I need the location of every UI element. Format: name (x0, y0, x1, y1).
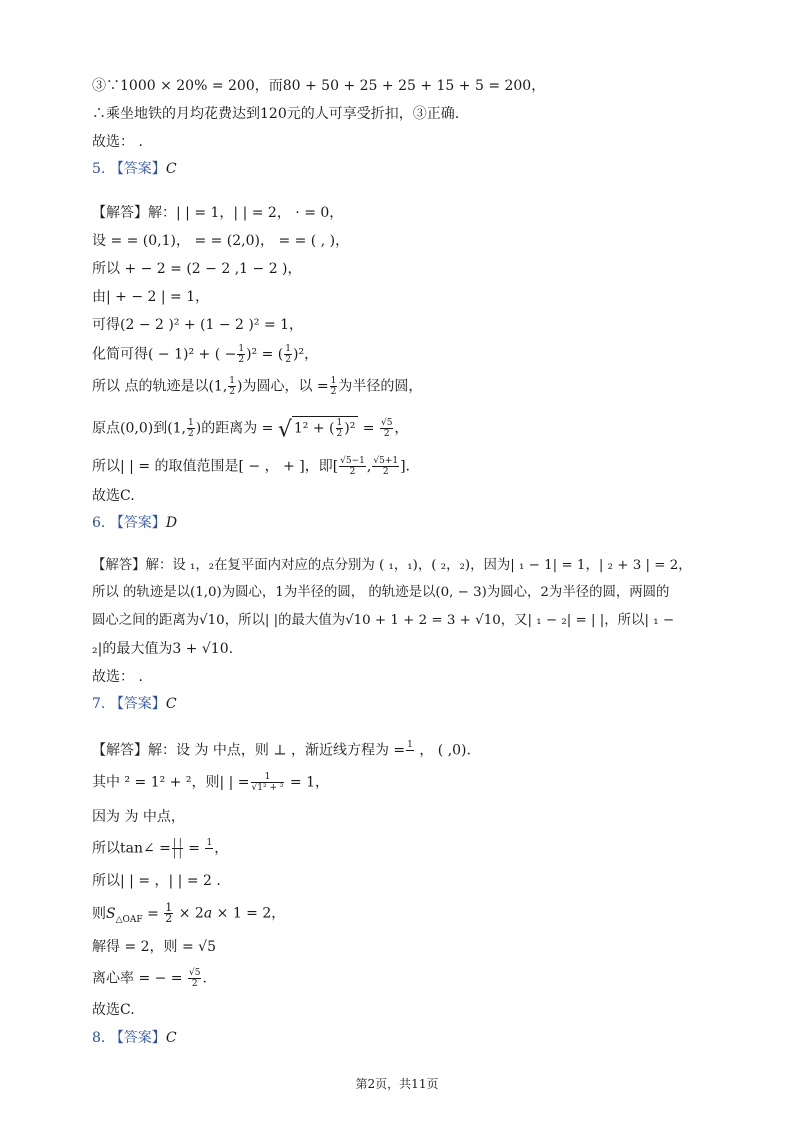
text-segment: 原点(0,0)到(1, (92, 420, 187, 437)
text-segment: 则$S_{\triangle OAF}$ = (92, 905, 164, 925)
answer-label: 【答案】 (109, 515, 166, 531)
answer-heading-7 (92, 695, 177, 713)
line-16: 【解答】解：设 ₁，₂在复平面内对应的点分别为 ( ₁，₁)，( ₂，₂)，因为| ₁ − 1| = 1，| ₂ + 3 | = 2， (92, 558, 692, 573)
text-segment: )的距离为 = (195, 420, 278, 437)
question-number: 5. (92, 161, 110, 177)
text-segment: 所以 点的轨迹是以(1, (92, 378, 228, 395)
fraction: $\frac{1}{\text{√1² + ²}}$ (251, 772, 284, 793)
line-24: 因为 为 中点， (92, 809, 185, 825)
answer-heading-5 (92, 160, 177, 178)
text-segment: , (366, 458, 372, 475)
answer-label: 【答案】 (109, 696, 166, 712)
answer-label: 【答案】 (109, 1030, 166, 1046)
text-segment: 其中 ² = 1² + ²，则| | = (92, 774, 250, 791)
line-2: ∴乘坐地铁的月均花费达到120元的人可享受折扣，③正确. (92, 106, 460, 122)
line-18: 圆心之间的距离为√10，所以| |的最大值为√10 + 1 + 2 = 3 + √10，又| ₁ − ₂| = | |，所以| ₁ − (92, 613, 675, 628)
line-29 (92, 968, 207, 989)
line-23 (92, 772, 329, 793)
text-segment: 化简可得( − 1)² + ( − (92, 346, 237, 363)
fraction: $\frac{√5-1}{2}$ (340, 456, 365, 477)
answer-label: 【答案】 (109, 161, 166, 177)
line-13 (92, 456, 410, 477)
text-segment: . (202, 970, 207, 987)
text-segment: 【解答】解：设 为 中点，则 ⊥ ，渐近线方程为 = (92, 742, 406, 759)
text-segment: = (358, 420, 379, 437)
fraction: $\frac{1}{2}$ (285, 344, 291, 365)
page-footer: 第2页，共11页 (355, 1077, 439, 1091)
line-solution-5: 【解答】解：| | = 1，| | = 2， · = 0， (92, 205, 344, 221)
text-segment: )²， (293, 346, 319, 363)
text-segment: = (183, 840, 205, 857)
question-number: 8. (92, 1030, 110, 1046)
text-segment: ]. (400, 458, 411, 475)
text-segment: ， (214, 840, 229, 857)
line-3: 故选： . (92, 134, 143, 150)
question-number: 7. (92, 696, 110, 712)
line-6: 设 = = (0,1)， = = (2,0)， = = ( , )， (92, 233, 350, 249)
line-7: 所以 + − 2 = (2 − 2 ,1 − 2 )， (92, 261, 302, 277)
fraction: $\frac{1}{2}$ (165, 901, 173, 925)
fraction: $\frac{1}{2}$ (188, 418, 194, 439)
line-14: 故选C. (92, 488, 135, 504)
line-27 (92, 903, 285, 928)
fraction: $\frac{√5}{2}$ (380, 418, 393, 439)
fraction: 1 (206, 838, 213, 848)
text-segment: 为半径的圆， (338, 378, 423, 395)
fraction: $\frac{√5}{2}$ (189, 968, 201, 989)
line-9: 可得(2 − 2 )² + (1 − 2 )² = 1， (92, 317, 304, 333)
answer-heading-6 (92, 514, 177, 532)
fraction: $\frac{1}{2}$ (330, 376, 337, 397)
line-22 (92, 740, 471, 761)
line-25 (92, 838, 228, 859)
line-19: ₂|的最大值为3 + √10. (92, 641, 234, 657)
text-segment: 所以tan∠ = (92, 840, 171, 857)
text-segment: = 1， (285, 774, 330, 791)
line-17: 所以 的轨迹是以(1,0)为圆心，1为半径的圆， 的轨迹是以(0, − 3)为圆心，2为半径的圆，两圆的 (92, 585, 670, 600)
text-segment: ， ( ,0). (414, 742, 471, 759)
text-segment: )² = ( (246, 346, 284, 363)
text-segment: )为圆心，以 = (237, 378, 329, 395)
answer-choice: C (165, 161, 177, 177)
line-12 (92, 416, 409, 443)
answer-choice: C (165, 696, 177, 712)
line-1: ③∵1000 × 20% = 200，而80 + 50 + 25 + 25 + 15 + 5 = 200， (92, 78, 546, 94)
text-segment: 所以| | = 的取值范围是[ − ， + ]，即[ (92, 458, 339, 475)
radicand: 1² + ( $\frac{1}{2}$ )² (292, 416, 358, 439)
answer-choice: C (165, 1030, 177, 1046)
answer-heading-8 (92, 1029, 177, 1047)
text-segment: × 2a × 1 = 2， (174, 905, 286, 922)
fraction: $\frac{√5+1}{2}$ (373, 456, 399, 477)
question-number: 6. (92, 515, 110, 531)
fraction: 1 (407, 740, 413, 750)
line-28: 解得 = 2，则 = √5 (92, 939, 216, 955)
answer-choice: D (165, 515, 178, 531)
sqrt-sign: √ (277, 417, 292, 443)
line-26: 所以| | = ，| | = 2 . (92, 873, 221, 889)
text-segment: ， (394, 420, 409, 437)
line-10 (92, 344, 318, 365)
fraction: $\frac{1}{2}$ (238, 344, 245, 365)
line-20: 故选： . (92, 669, 143, 685)
text-segment: 离心率 = − = (92, 970, 187, 987)
line-8: 由| + − 2 | = 1， (92, 289, 210, 305)
line-30: 故选C. (92, 1002, 135, 1018)
line-11 (92, 376, 422, 397)
fraction: $\frac{1}{2}$ (229, 376, 236, 397)
fraction: $\frac{| |}{| |}$ (172, 838, 182, 859)
